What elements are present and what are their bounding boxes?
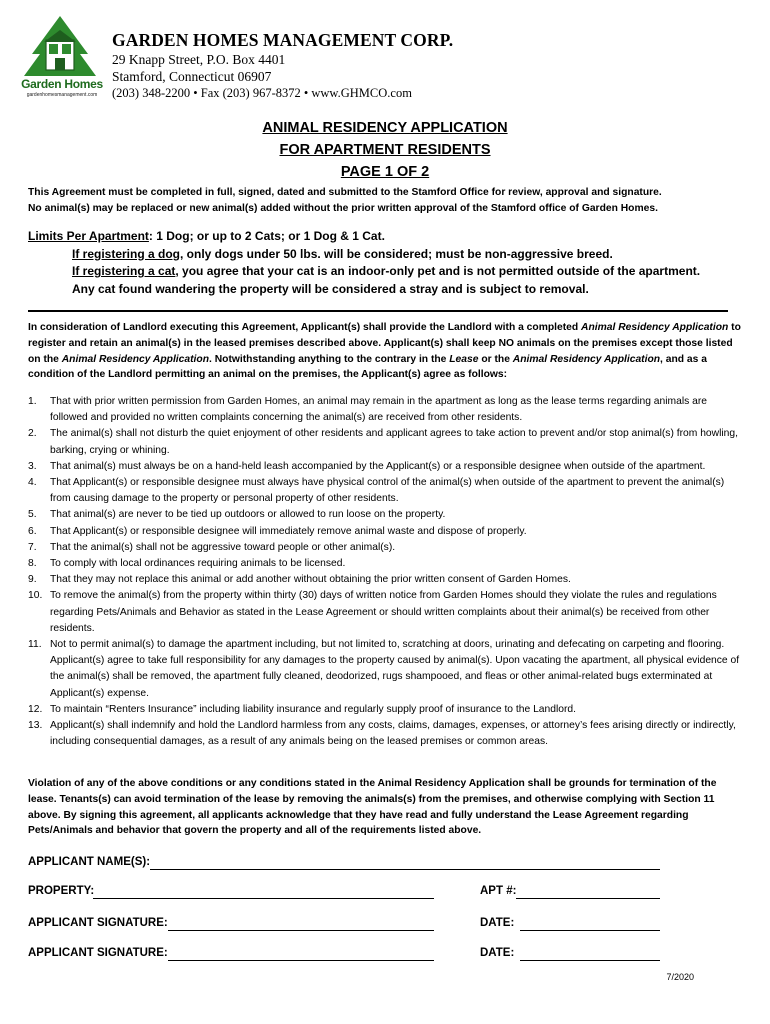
term-text: The animal(s) shall not disturb the quiet enjoyment of other residents and applicant agrees to take action to prevent and/or stop animal(s) from howling, barking, crying or whining.: [50, 428, 738, 456]
term-number: 7.: [28, 541, 37, 553]
term-text: To remove the animal(s) from the property within thirty (30) days of written notice from Garden Homes should they violate the rules and regulations regarding Pets/Animals and Behavior as stated in the Lease Agreement or should written complaints about their animal(s) be received from other residents.: [50, 590, 717, 634]
list-item: [28, 524, 740, 540]
term-number: 5.: [28, 509, 37, 521]
revision-date: 7/2020: [666, 972, 694, 982]
dog-label: If registering a dog: [72, 246, 181, 261]
list-item: [28, 637, 740, 702]
property-field[interactable]: [93, 898, 434, 899]
term-number: 2.: [28, 428, 37, 440]
consideration-paragraph: [28, 320, 744, 383]
date-2-field[interactable]: [520, 960, 660, 961]
term-number: 10.: [28, 590, 43, 602]
term-number: 13.: [28, 720, 43, 732]
signature-1-label: APPLICANT SIGNATURE:: [28, 917, 168, 929]
dog-rule: [28, 246, 744, 264]
list-item: [28, 459, 740, 475]
consideration-italic-4: Animal Residency Application: [512, 353, 661, 365]
date-2-label: DATE:: [480, 947, 515, 959]
form-title: ANIMAL RESIDENCY APPLICATION: [262, 120, 508, 136]
term-number: 8.: [28, 558, 37, 570]
cat-text: , you agree that your cat is an indoor-only pet and is not permitted outside of the apartment.: [175, 264, 701, 278]
intro-text: [28, 185, 744, 217]
list-item: [28, 426, 740, 458]
list-item: [28, 507, 740, 523]
cat-label: If registering a cat: [72, 264, 176, 278]
term-number: 3.: [28, 460, 37, 472]
consideration-text-5: , and as a condition of the Landlord permitting an animal on the premises, the Applicant(s) agree as follows:: [28, 353, 707, 381]
term-text: To comply with local ordinances requiring animals to be licensed.: [50, 558, 346, 570]
term-text: That Applicant(s) or responsible designee will immediately remove animal waste and dispose of properly.: [50, 525, 527, 537]
property-label: PROPERTY:: [28, 885, 95, 897]
date-1-field[interactable]: [520, 930, 660, 931]
cat-rule: [28, 263, 744, 281]
date-1-label: DATE:: [480, 917, 515, 929]
company-header: [112, 30, 453, 102]
limits-line: [28, 228, 744, 246]
term-text: Applicant(s) shall indemnify and hold the Landlord harmless from any costs, claims, damages, expenses, or attorney’s fees arising directly or indirectly, including consequential damages, as a result of any animals being on the leased premises or common areas.: [50, 720, 736, 748]
list-item: [28, 540, 740, 556]
term-text: Not to permit animal(s) to damage the apartment including, but not limited to, scratching at doors, urinating and defecating on carpeting and flooring. Applicant(s) agree to take full responsibility for any damages to the property caused by animal(s). Upon vacating the apartment, all physical evidence of the animal(s) shall be removed, the apartment fully cleaned, deodorized, rugs shampooed, and fleas or other animal-related bugs exterminated at Applicant(s) expense.: [50, 639, 740, 699]
applicant-names-label: APPLICANT NAME(S):: [28, 856, 151, 868]
list-item: [28, 475, 740, 507]
limits-label: Limits Per Apartment: [28, 229, 149, 243]
page-indicator: PAGE 1 OF 2: [340, 164, 430, 180]
term-text: That with prior written permission from Garden Homes, an animal may remain in the apartment as long as the lease terms regarding animals are followed and provided no written complaints concerning the animal(s) are received from other residents.: [50, 396, 707, 424]
limits-text: : 1 Dog; or up to 2 Cats; or 1 Dog & 1 Cat.: [148, 229, 385, 243]
consideration-italic-2: Animal Residency Application: [61, 353, 209, 365]
term-text: That Applicant(s) or responsible designee must always have physical control of the animal(s) when outside of the apartment to prevent the animal(s) from causing damage to the property or personal property of other residents.: [50, 477, 725, 505]
dog-text: , only dogs under 50 lbs. will be considered; must be non-aggressive breed.: [180, 246, 613, 261]
company-contact: (203) 348-2200 • Fax (203) 967-8372 • www.GHMCO.com: [112, 86, 412, 100]
list-item: [28, 394, 740, 426]
term-number: 6.: [28, 525, 37, 537]
consideration-italic-3: Lease: [449, 353, 479, 365]
term-text: That they may not replace this animal or add another without obtaining the prior written consent of Garden Homes.: [50, 574, 571, 586]
list-item: [28, 718, 740, 750]
logo-url: gardenhomesmanagement.com: [26, 92, 98, 98]
term-text: To maintain “Renters Insurance” including liability insurance and regularly supply proof of insurance to the Landlord.: [50, 703, 577, 715]
list-item: [28, 572, 740, 588]
apt-label: APT #:: [480, 885, 517, 897]
term-number: 9.: [28, 574, 37, 586]
logo-wordmark: Garden Homes: [21, 77, 103, 91]
applicant-names-field[interactable]: [150, 869, 660, 870]
terms-list: [28, 394, 740, 750]
list-item: [28, 702, 740, 718]
limits-section: [28, 228, 744, 298]
company-address-2: Stamford, Connecticut 06907: [112, 69, 272, 84]
term-text: That the animal(s) shall not be aggressive toward people or other animal(s).: [50, 541, 396, 553]
list-item: [28, 556, 740, 572]
signature-2-field[interactable]: [168, 960, 434, 961]
consideration-italic-1: Animal Residency Application: [581, 322, 729, 333]
section-divider: [28, 310, 728, 312]
term-text: That animal(s) are never to be tied up outdoors or allowed to run loose on the property.: [50, 509, 446, 521]
consideration-text-4: or the: [478, 353, 513, 365]
company-name: GARDEN HOMES MANAGEMENT CORP.: [112, 30, 454, 50]
stray-rule: Any cat found wandering the property will be considered a stray and is subject to removal.: [72, 281, 589, 296]
consideration-text-1: In consideration of Landlord executing this Agreement, Applicant(s) shall provide the Landlord with a completed: [28, 322, 582, 333]
list-item: [28, 588, 740, 637]
consideration-text-2: to register and retain an animal(s) in the leased premises described above. Applicant(s) shall keep NO animals on the premises except those listed on the: [28, 322, 741, 365]
consideration-text-3: . Notwithstanding anything to the contrary in the: [209, 353, 450, 365]
violation-paragraph: Violation of any of the above conditions or any conditions stated in the Animal Residency Application shall be grounds for termination of the lease. Tenants(s) can avoid termination of the lease by removing the animals(s) from the premises, and otherwise complying with Section 11 above. By signing this agreement, all applicants acknowledge that they have read and fully understand the Lease Agreement regarding Pets/Animals and behavior that govern the property and all of the requirements listed above.: [28, 778, 717, 837]
term-number: 12.: [28, 703, 43, 715]
intro-line-2: No animal(s) may be replaced or new animal(s) added without the prior written approval of the Stamford office of Garden Homes.: [28, 202, 658, 214]
apt-field[interactable]: [516, 898, 660, 899]
term-number: 1.: [28, 396, 37, 407]
intro-line-1: This Agreement must be completed in full, signed, dated and submitted to the Stamford Office for review, approval and signature.: [28, 187, 662, 198]
signature-1-field[interactable]: [168, 930, 434, 931]
term-text: That animal(s) must always be on a hand-held leash accompanied by the Applicant(s) or a responsible designee when outside of the apartment.: [50, 460, 706, 472]
term-number: 4.: [28, 477, 37, 489]
company-address-1: 29 Knapp Street, P.O. Box 4401: [112, 52, 286, 67]
form-subtitle: FOR APARTMENT RESIDENTS: [279, 142, 491, 158]
signature-2-label: APPLICANT SIGNATURE:: [28, 947, 168, 959]
term-number: 11.: [28, 639, 42, 651]
